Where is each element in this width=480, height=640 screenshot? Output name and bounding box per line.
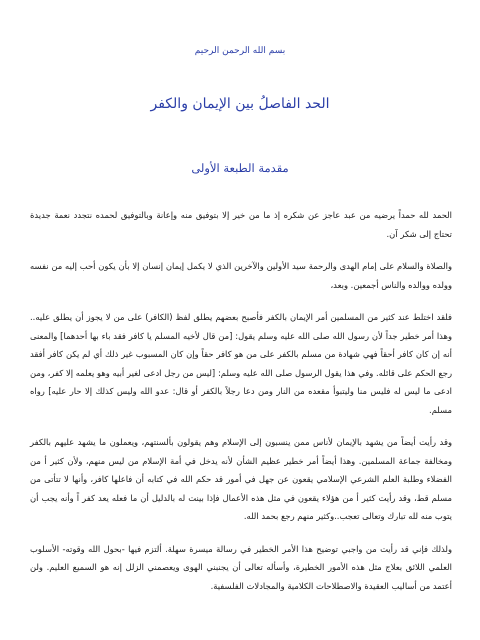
paragraph-praise: الحمد لله حمداً يرضيه من عبد عاجز عن شكره إذ ما من خير إلا بتوفيق منه وإعانة وبالتوفيق لحمده نتجدد نعمة جديدة تحتاج إلى شكر آن.: [30, 210, 452, 239]
section-subtitle: مقدمة الطبعة الأولى: [191, 161, 289, 175]
paragraph-false-faith: وقد رأيت أيضاً من يشهد بالإيمان لأناس ممن ينسبون إلى الإسلام وهم يقولون بألسنتهم، ويعملون ما يشهد عليهم بالكفر ومخالفة جماعة المسلمين. وهذا أيضاً أمر خطير عظيم الشأن لأنه يدخل في أمة الإسلام من ليس منهم، ولأن كثير أ من الفضلاء وطلبة العلم الشرعي الإسلامي يقعون عن جهل في أمور قد حكم الله في كتابه أن فاعلها كافر، وأنها لا تتأتى من مسلم قط، وقد رأيت كثير أ من هؤلاء يقعون في مثل هذه الأعمال فإذا بينت له بالدليل أن ما فعله يعد كفر اً وأنه يجب أن يتوب منه لله تبارك وتعالى تعجب..وكثير منهم رجع بحمد الله.: [30, 437, 452, 521]
body-text: [30, 206, 452, 603]
basmala-heading: بسم الله الرحمن الرحيم: [194, 46, 286, 56]
paragraph-takfir-warning: فلقد اختلط عند كثير من المسلمين أمر الإيمان بالكفر فأصبح بعضهم يطلق لفظ (الكافر) على من لا يجوز أن يطلق عليه.. وهذا أمر خطير جداً لأن رسول الله صلى الله عليه وسلم يقول: [من قال لأخيه المسلم يا كافر فقد باء بها أحدهما] والمعنى أنه إن كان كافر أحقاً فهي شهادة من مسلم بالكفر على من هو كافر حقاً وإن كان المسبوب غير ذلك أي لم يكن كافر أفقد رجع الحكم على قائله. وفي هذا يقول الرسول صلى الله عليه وسلم: [ليس من رجل ادعى لغير أبيه وهو يعلمه إلا كفر، ومن ادعى ما ليس له فليس منا وليتبوأ مقعده من النار ومن دعا رجلاً بالكفر أو قال: عدو الله وليس كذلك إلا حار عليه] رواه مسلم.: [30, 312, 452, 415]
paragraph-purpose: ولذلك فإني قد رأيت من واجبي توضيح هذا الأمر الخطير في رسالة ميسرة سهلة. ألتزم فيها -بحول الله وقوته- الأسلوب العلمي اللائق بعلاج مثل هذه الأمور الخطيرة، وأسأله تعالى أن يجنبني الهوى ويعصمني الزلل إنه هو السميع العليم. ولن أعتمد من أساليب العقيدة والاصطلاحات الكلامية والمجادلات الفلسفية.: [30, 543, 452, 591]
page-title: الحد الفاصلُ بين الإيمان والكفر: [150, 96, 330, 112]
paragraph-salutation: والصلاة والسلام على إمام الهدى والرحمة سيد الأولين والآخرين الذي لا يكمل إيمان إنسان إلا بأن يكون أحب إليه من نفسه وولده ووالده والناس أجمعين. وبعد،: [30, 261, 452, 290]
